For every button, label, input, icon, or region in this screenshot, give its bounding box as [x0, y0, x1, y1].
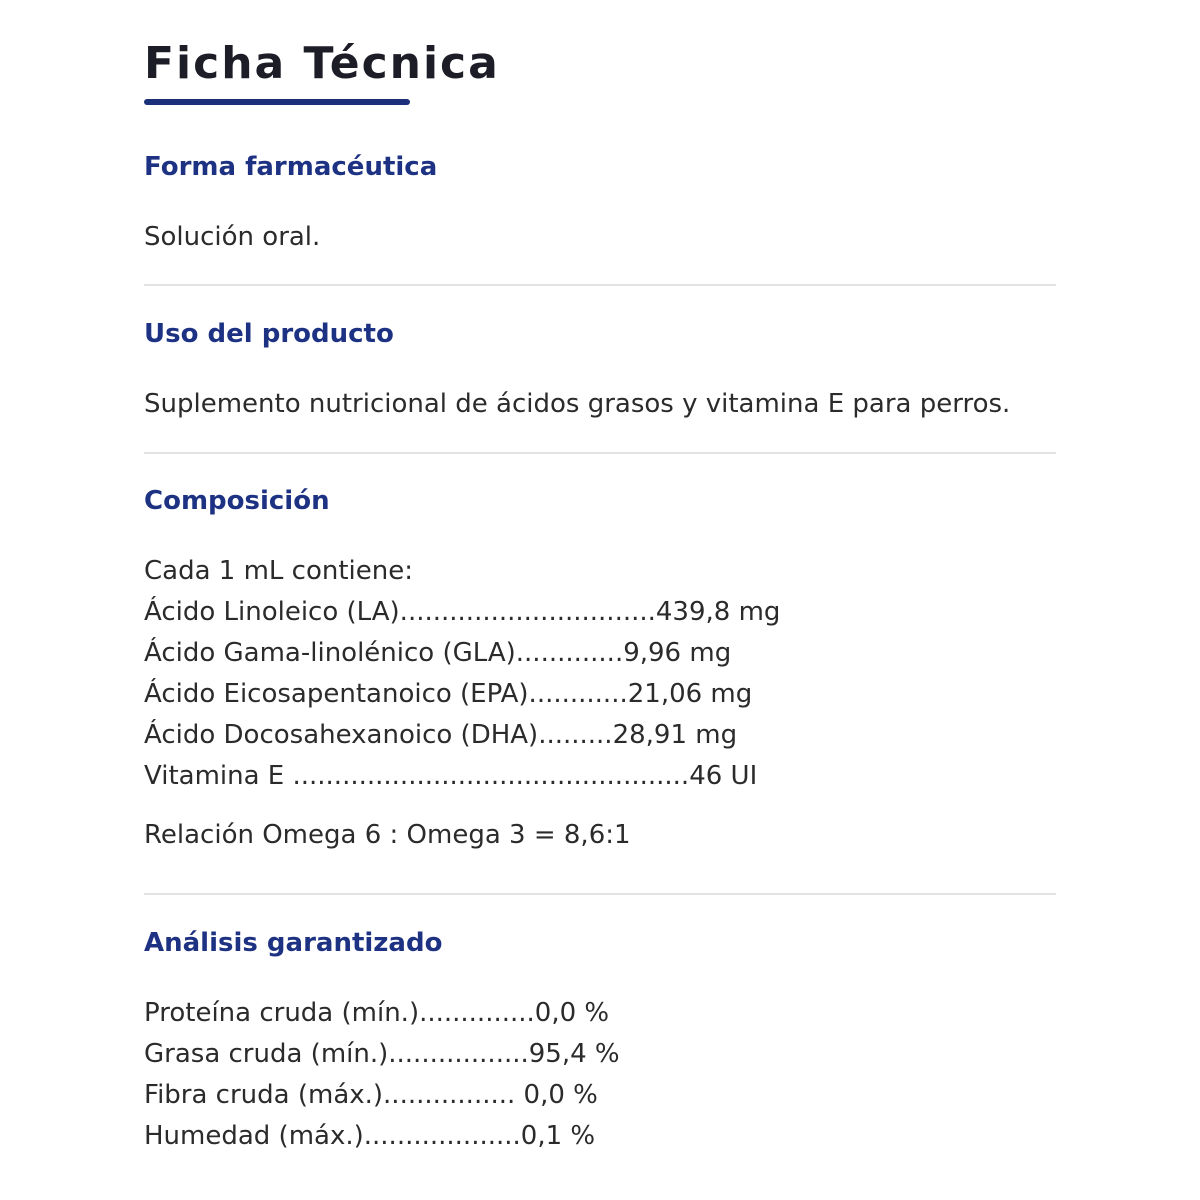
composition-list	[144, 551, 1056, 797]
section-heading-forma: Forma farmacéutica	[144, 152, 438, 182]
omega-ratio: Relación Omega 6 : Omega 3 = 8,6:1	[144, 820, 631, 850]
title-underline	[144, 99, 410, 105]
composition-intro: Cada 1 mL contiene:	[144, 556, 414, 586]
composition-line: Vitamina E ................................................46 UI	[144, 761, 758, 791]
uso-text: Suplemento nutricional de ácidos grasos y vitamina E para perros.	[144, 389, 1011, 419]
section-heading-analisis: Análisis garantizado	[144, 928, 443, 958]
divider-3	[144, 893, 1056, 895]
page-title: Ficha Técnica	[144, 38, 500, 89]
section-heading-composicion: Composición	[144, 486, 330, 516]
analysis-line: Humedad (máx.)...................0,1 %	[144, 1121, 596, 1151]
composition-line: Ácido Eicosapentanoico (EPA)............21,06 mg	[144, 679, 753, 709]
analysis-line: Fibra cruda (máx.)................ 0,0 %	[144, 1080, 598, 1110]
composition-line: Ácido Docosahexanoico (DHA).........28,91 mg	[144, 720, 738, 750]
forma-text: Solución oral.	[144, 222, 321, 252]
section-heading-uso: Uso del producto	[144, 319, 394, 349]
divider-1	[144, 284, 1056, 286]
analysis-line: Proteína cruda (mín.)..............0,0 %	[144, 998, 610, 1028]
section-analisis	[144, 928, 1056, 1157]
analysis-line: Grasa cruda (mín.).................95,4 %	[144, 1039, 620, 1069]
composition-line: Ácido Gama-linolénico (GLA).............9,96 mg	[144, 638, 732, 668]
composition-line: Ácido Linoleico (LA)...............................439,8 mg	[144, 597, 781, 627]
analysis-list	[144, 993, 1056, 1157]
section-forma-farmaceutica	[144, 152, 1056, 252]
section-composicion	[144, 486, 1056, 850]
divider-2	[144, 452, 1056, 454]
section-uso-producto	[144, 319, 1056, 419]
